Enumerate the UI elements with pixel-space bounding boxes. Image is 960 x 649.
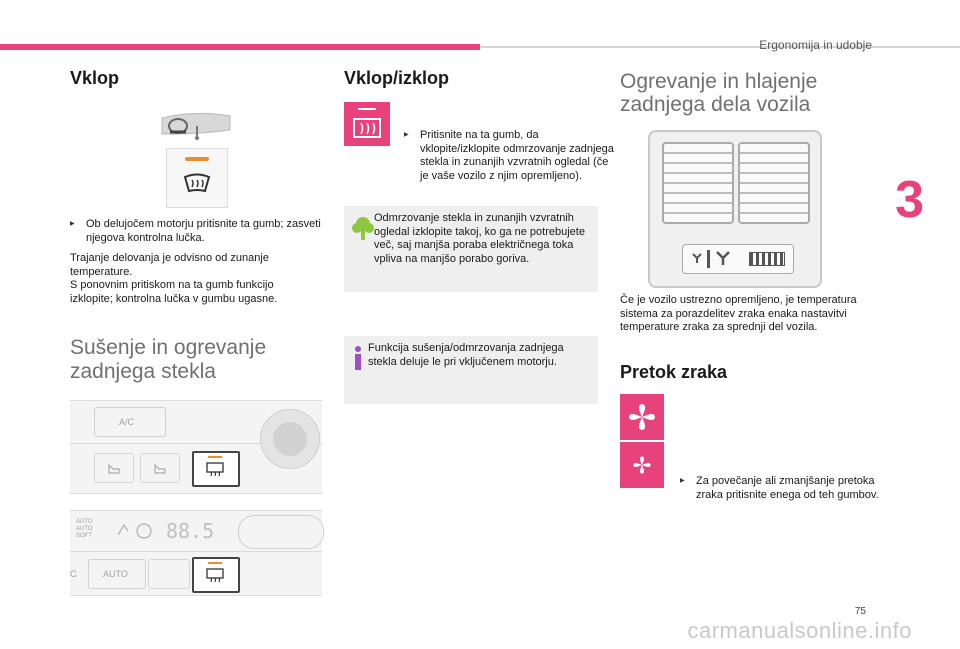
ac-button[interactable]: A/C: [94, 407, 166, 437]
rear-demist-icon: [352, 117, 382, 139]
susenje-heading-line1: Sušenje in ogrevanje: [70, 336, 267, 359]
seat-heat-left-button[interactable]: [94, 453, 134, 483]
pretok-instruction: ▶︎ Za povečanje ali zmanjšanje pretoka zraka pritisnite enega od teh gumbov.: [680, 475, 880, 502]
fan-high-icon[interactable]: [715, 250, 731, 266]
header-rule: [480, 46, 960, 48]
seat-heat-icon: [106, 461, 122, 475]
mode-labels: AUTO AUTO SOFT: [76, 519, 93, 539]
temperature-knob[interactable]: [260, 409, 320, 469]
fan-level-bars: [749, 252, 785, 266]
rear-demist-button-auto[interactable]: [192, 557, 240, 593]
led-indicator: [185, 157, 209, 161]
susenje-heading-line2: zadnjega stekla: [70, 360, 216, 383]
airflow-fan-icon: [116, 521, 156, 541]
windscreen-demist-icon: [183, 173, 211, 200]
fan-small-icon: [632, 455, 652, 475]
front-demist-button[interactable]: [166, 148, 228, 208]
fan-large-icon: [627, 402, 657, 432]
rear-control-strip: [682, 244, 794, 274]
eco-note: Odmrzovanje stekla in zunanjih vzvratnih ogledal izklopite takoj, ko ga ne potrebujete več, saj manjša poraba električnega toka vpliva na manjšo porabo goriva.: [344, 206, 598, 292]
info-icon: [354, 346, 362, 370]
rear-demist-button[interactable]: [192, 451, 240, 487]
info-note: Funkcija sušenja/odmrzovanja zadnjega stekla deluje le pri vključenem motorju.: [344, 336, 598, 404]
vklop-heading: Vklop: [70, 68, 120, 88]
rear-demist-pink-button[interactable]: [344, 102, 390, 146]
dashboard-illustration: [160, 108, 232, 142]
climate-panel-auto: AUTO AUTO SOFT 88.5 C AUTO: [70, 510, 322, 596]
fan-decrease-button[interactable]: [620, 442, 664, 488]
duration-note: Trajanje delovanja je odvisno od zunanje temperature.: [70, 252, 269, 278]
right-air-vent[interactable]: [738, 142, 810, 224]
switch-off-note: S ponovnim pritiskom na ta gumb funkcijo izklopite; kontrolna lučka v gumbu ugasne.: [70, 279, 278, 305]
ogrevanje-heading-line2: zadnjega dela vozila: [620, 93, 811, 116]
seat-heat-right-button[interactable]: [140, 453, 180, 483]
section-title: Ergonomija in udobje: [759, 38, 872, 52]
rotary-selector[interactable]: [238, 515, 324, 549]
left-air-vent[interactable]: [662, 142, 734, 224]
rear-demist-icon: [206, 462, 224, 478]
chapter-number: 3: [895, 171, 924, 229]
seat-heat-icon: [152, 461, 168, 475]
fan-low-icon[interactable]: [691, 252, 703, 264]
rear-temp-description: Če je vozilo ustrezno opremljeno, je temperatura sistema za porazdelitev zraka enaka nastavitvi temperature zraka za sprednji del vozila.: [620, 294, 857, 333]
tree-eco-icon: [352, 216, 374, 240]
watermark: carmanualsonline.info: [687, 618, 912, 643]
fan-increase-button[interactable]: [620, 394, 664, 440]
climate-panel-manual: [70, 400, 322, 494]
vklop-izklop-heading: Vklop/izklop: [344, 68, 450, 88]
page-number: 75: [854, 606, 866, 617]
ogrevanje-heading-line1: Ogrevanje in hlajenje: [620, 70, 818, 93]
panel-button[interactable]: [148, 559, 190, 589]
pretok-heading: Pretok zraka: [620, 362, 728, 382]
rear-vents-illustration: [648, 130, 822, 288]
temperature-display: 88.5: [166, 519, 215, 543]
vklop-instruction: ▶︎ Ob delujočem motorju pritisnite ta gumb; zasveti njegova kontrolna lučka.: [70, 218, 322, 245]
vklop-izklop-instruction: ▶︎ Pritisnite na ta gumb, da vklopite/izklopite odmrzovanje zadnjega stekla in zunanjih vzvratnih ogledal (če je vaše vozilo z njim opremljeno).: [404, 129, 614, 183]
header-accent-bar: [0, 44, 480, 50]
auto-button[interactable]: AUTO: [88, 559, 146, 589]
rear-demist-icon: [206, 568, 224, 584]
